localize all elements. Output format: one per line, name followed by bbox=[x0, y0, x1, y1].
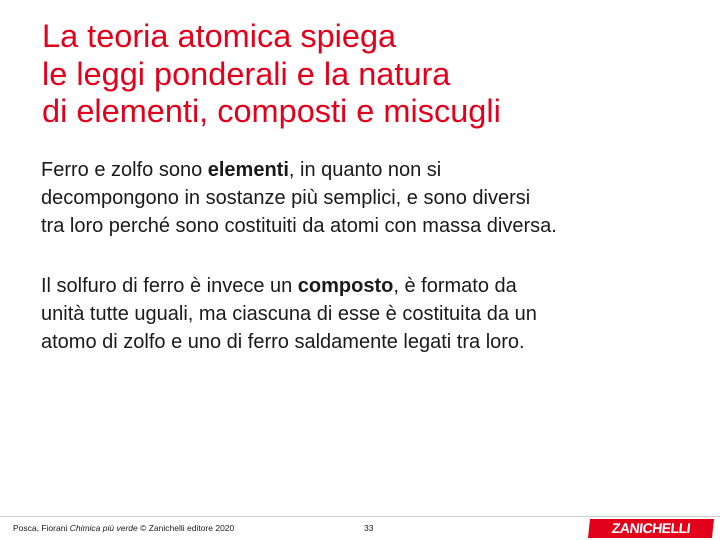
title-line: La teoria atomica spiega bbox=[42, 18, 397, 54]
text-run: , in quanto non si bbox=[288, 159, 442, 181]
bold-term-elementi: elementi bbox=[207, 159, 289, 181]
zanichelli-logo: ZANICHELLI bbox=[588, 519, 714, 538]
paragraph-line: unità tutte uguali, ma ciascuna di esse è costituita da un bbox=[41, 303, 537, 325]
title-line: di elementi, composti e miscugli bbox=[42, 93, 501, 129]
text-run: , è formato da bbox=[393, 275, 517, 297]
paragraph-line: atomo di zolfo e uno di ferro saldamente legati tra loro. bbox=[41, 331, 525, 353]
credit-authors: Posca, Fiorani bbox=[13, 523, 70, 533]
footer-divider bbox=[0, 516, 720, 517]
page-number: 33 bbox=[364, 523, 374, 533]
text-run: Il solfuro di ferro è invece un bbox=[41, 275, 298, 297]
text-run: Ferro e zolfo sono bbox=[41, 159, 208, 181]
paragraph-line: decompongono in sostanze più semplici, e sono diversi bbox=[41, 187, 531, 209]
paragraph-line bbox=[41, 156, 701, 184]
paragraph-compound bbox=[41, 272, 701, 356]
title-line: le leggi ponderali e la natura bbox=[42, 55, 451, 92]
paragraph-line: tra loro perché sono costituiti da atomi con massa diversa. bbox=[41, 215, 557, 237]
credit-publisher: © Zanichelli editore 2020 bbox=[137, 523, 235, 533]
bold-term-composto: composto bbox=[297, 275, 394, 297]
paragraph-elements bbox=[41, 156, 701, 240]
slide-title bbox=[42, 18, 702, 131]
footer-credit bbox=[13, 523, 234, 533]
slide-footer bbox=[0, 516, 720, 540]
credit-book-title: Chimica più verde bbox=[69, 523, 138, 533]
paragraph-line bbox=[41, 272, 701, 300]
